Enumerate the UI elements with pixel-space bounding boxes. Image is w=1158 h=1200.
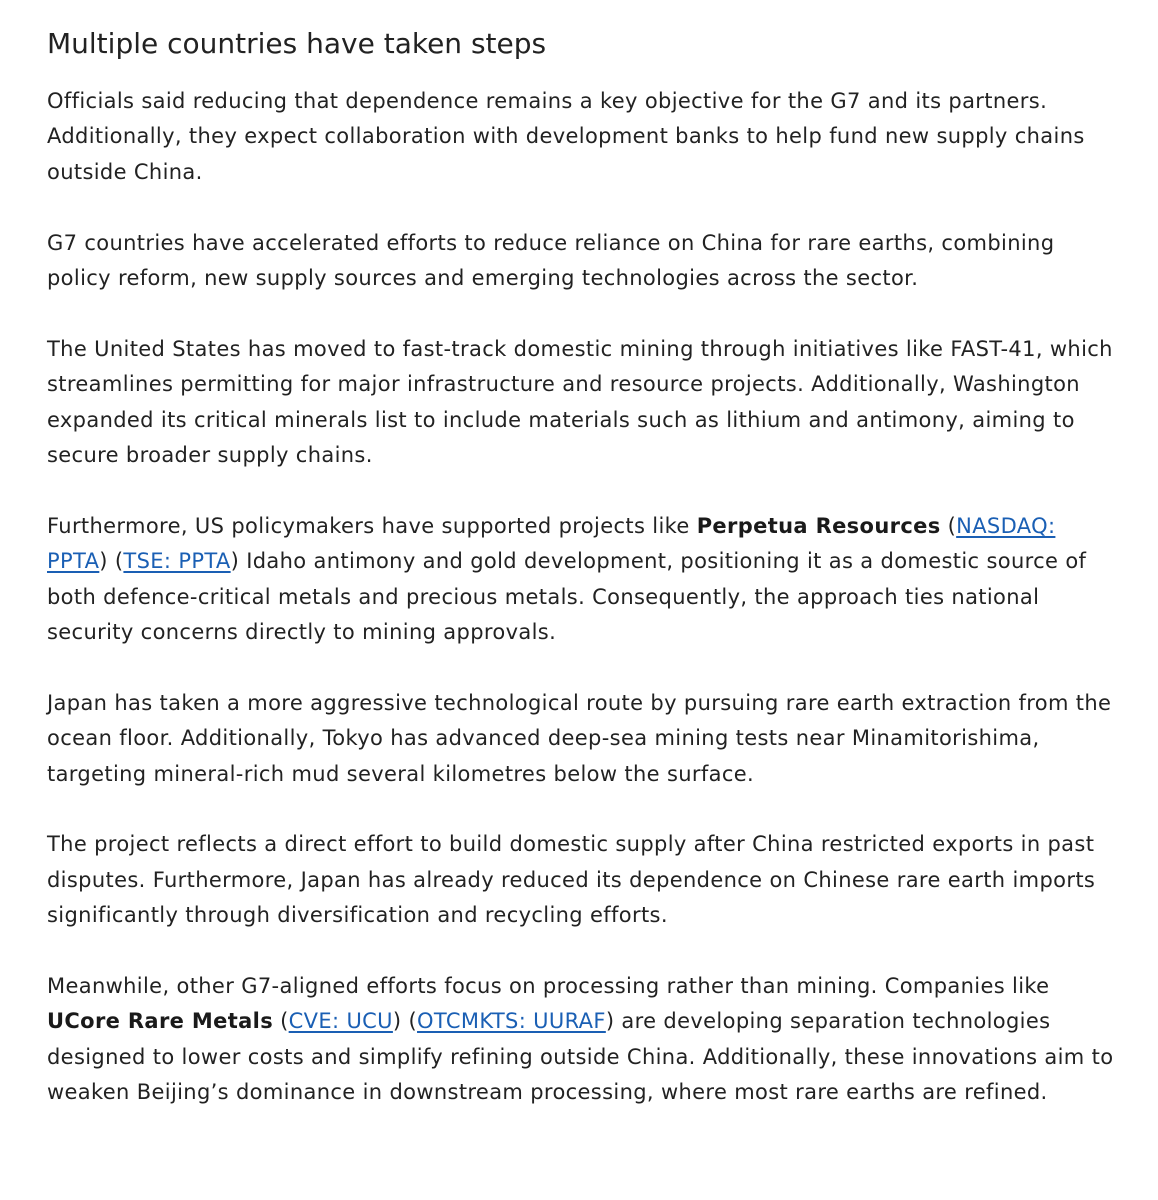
paragraph-officials: Officials said reducing that dependence remains a key objective for the G7 and its partners. Additionally, they expect collaboration with development banks to help fund new supply chains outside China. — [47, 89, 1085, 184]
ticker-link-otcmkts-uuraf[interactable]: OTCMKTS: UURAF — [417, 1009, 606, 1034]
paragraph-japan-project: The project reflects a direct effort to build domestic supply after China restricted exports in past disputes. Furthermore, Japan has already reduced its dependence on Chinese rare earth imports significantly through diversification and recycling efforts. — [47, 832, 1096, 928]
paragraph-g7-efforts: G7 countries have accelerated efforts to reduce reliance on China for rare earths, combining policy reform, new supply sources and emerging technologies across the sector. — [47, 230, 1055, 291]
company-name-perpetua: Perpetua Resources — [696, 513, 941, 538]
company-name-ucore: UCore Rare Metals — [47, 1009, 274, 1034]
paragraph-text: Furthermore, US policymakers have supported projects like — [47, 513, 697, 538]
paragraph-text: ) Idaho antimony and gold development, positioning it as a domestic source of both defence-critical metals and precious metals. Consequently, the approach ties national security concerns directly to mining approvals. — [47, 549, 1087, 645]
section-heading: Multiple countries have taken steps — [47, 27, 547, 60]
ticker-link-nasdaq-ppta[interactable]: NASDAQ: PPTA — [47, 513, 1056, 574]
paragraph-text: ) are developing separation technologies designed to lower costs and simplify refining outside China. Additionally, these innovations aim to weaken Beijing’s dominance in downstream processing, where most rare earths are refined. — [47, 1009, 1114, 1105]
paragraph-united-states: The United States has moved to fast-track domestic mining through initiatives like FAST-41, which streamlines permitting for major infrastructure and resource projects. Additionally, Washington expanded its critical minerals list to include materials such as lithium and antimony, aiming to secure broader supply chains. — [47, 336, 1113, 468]
article-body — [47, 22, 1117, 1146]
paragraph-japan: Japan has taken a more aggressive technological route by pursuing rare earth extraction from the ocean floor. Additionally, Tokyo has advanced deep-sea mining tests near Minamitorishima, targeting mineral-rich mud several kilometres below the surface. — [47, 690, 1112, 786]
paragraph-ucore — [47, 969, 1117, 1111]
paragraph-text: ) ( — [392, 1009, 418, 1034]
paragraph-perpetua — [47, 509, 1117, 651]
ticker-link-cve-ucu[interactable]: CVE: UCU — [288, 1009, 393, 1034]
paragraph-text: ( — [940, 513, 957, 538]
paragraph-text: Meanwhile, other G7-aligned efforts focus on processing rather than mining. Companies like — [47, 974, 1050, 999]
ticker-link-tse-ppta[interactable]: TSE: PPTA — [123, 549, 231, 574]
paragraph-text: ( — [273, 1009, 289, 1034]
paragraph-text: ) ( — [99, 549, 124, 574]
